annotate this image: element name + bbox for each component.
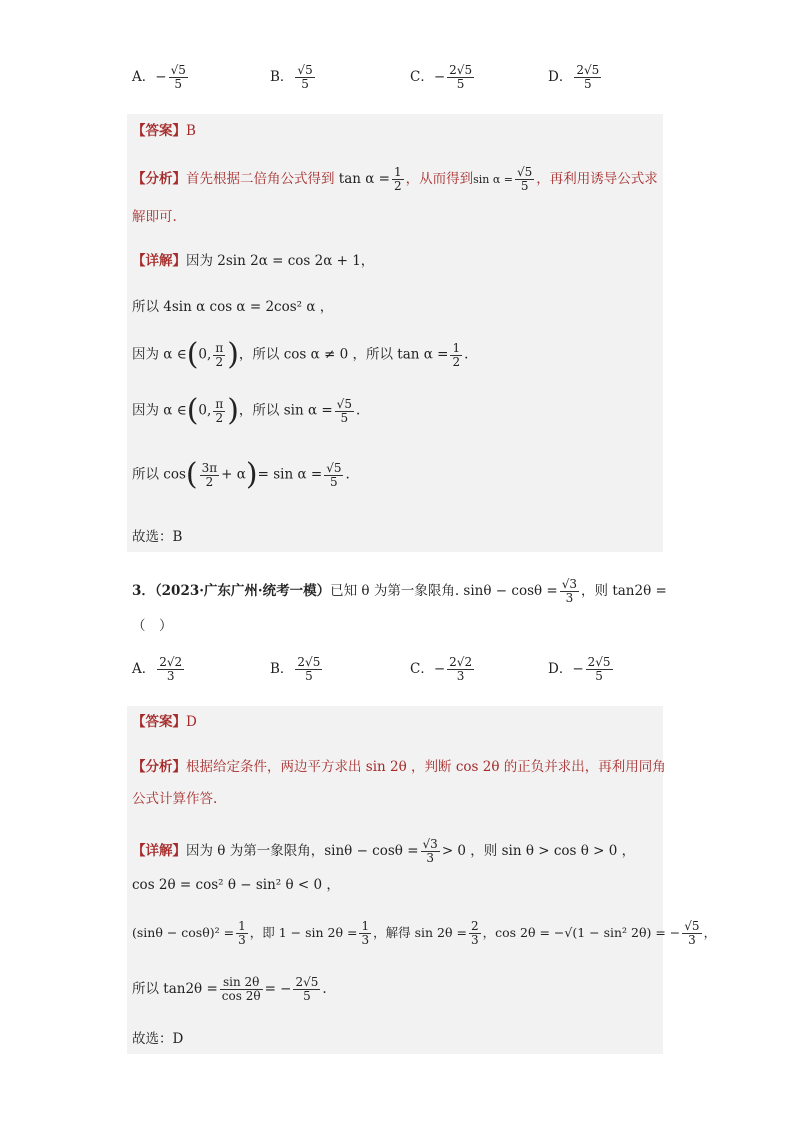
math-fraction	[469, 920, 481, 947]
q3-analysis	[132, 758, 666, 776]
fraction-num: 1	[393, 165, 402, 179]
detail-text: ，所以 sin α =	[238, 402, 333, 419]
fraction-num: 2√5	[297, 655, 321, 669]
fraction-num: √3	[422, 837, 438, 851]
math-fraction	[236, 920, 248, 947]
fraction-den: 3	[688, 933, 696, 947]
q3-option-b	[270, 656, 324, 683]
analysis-text: 根据给定条件，两边平方求出 sin 2θ ，判断 cos 2θ 的正负并求出，再利用同角	[186, 759, 666, 775]
fraction-den: 2	[215, 354, 224, 369]
q3-option-c	[410, 656, 476, 683]
math-fraction	[359, 920, 371, 947]
fraction-num: 2√2	[159, 655, 183, 669]
q2-option-d	[548, 64, 603, 91]
q2-analysis-cont: 解即可.	[132, 209, 177, 225]
option-sign: −	[155, 69, 167, 85]
fraction-num: √5	[170, 63, 186, 77]
q2-option-c	[410, 64, 476, 91]
fraction-num: √5	[326, 460, 342, 475]
detail-text: 因为 2sin 2α = cos 2α + 1，	[186, 253, 375, 269]
analysis-tag: 【分析】	[132, 759, 186, 775]
q3-detail-4: 所以 tan2θ = $\frac{\sin 2\theta}{\cos 2\theta}$ = − $\frac{2√5}{5}$ .	[132, 975, 327, 1003]
option-letter: B．	[270, 69, 294, 85]
q2-analysis	[132, 166, 658, 193]
option-fraction	[169, 64, 188, 91]
fraction-num: √5	[297, 63, 313, 77]
question-text: 已知 θ 为第一象限角. sinθ − cosθ =	[330, 583, 558, 599]
math-expr: 0,	[198, 402, 212, 419]
fraction-num: 1	[452, 340, 461, 355]
math-fraction	[515, 166, 534, 193]
fraction-num: √5	[684, 919, 700, 933]
fraction-den: 5	[330, 474, 338, 489]
math-expr: tan α =	[338, 171, 390, 187]
math-fraction	[450, 342, 462, 369]
fraction-num: √5	[336, 396, 352, 411]
close-paren: )	[227, 393, 239, 428]
math-fraction	[200, 462, 220, 489]
option-sign: −	[572, 661, 584, 677]
math-fraction	[335, 398, 354, 425]
fraction-num: 2√2	[449, 655, 473, 669]
analysis-text: ，再利用诱导公式求	[536, 171, 658, 187]
answer-tag: 【答案】	[132, 123, 186, 139]
fraction-den: 3	[470, 933, 479, 947]
q3-detail-3	[132, 920, 716, 947]
detail-text: ，所以 cos α ≠ 0 ，所以 tan α =	[238, 346, 449, 363]
fraction-num: 2√5	[587, 655, 611, 669]
q3-option-d	[548, 656, 615, 683]
fraction-den: 5	[303, 989, 311, 1003]
fraction-num: √3	[561, 577, 578, 591]
fraction-num: 3π	[201, 460, 218, 475]
q3-choose: 故选：D	[132, 1031, 184, 1047]
fraction-den: 5	[174, 77, 183, 91]
option-fraction	[295, 64, 314, 91]
option-fraction	[295, 656, 322, 683]
fraction-den: 2	[215, 410, 224, 425]
option-fraction	[157, 656, 184, 683]
detail-text: ，	[703, 925, 717, 940]
detail-text: 因为 α ∈	[132, 402, 187, 419]
fraction-den: 3	[426, 851, 434, 865]
math-expr: + α	[221, 466, 246, 483]
q3-blank: （ ）	[132, 618, 173, 634]
fraction-den: 5	[301, 77, 309, 91]
fraction-num: 1	[361, 919, 370, 933]
fraction-den: 2	[205, 474, 214, 489]
open-paren: (	[186, 337, 199, 372]
option-fraction	[447, 64, 474, 91]
q3-detail-1	[132, 838, 635, 865]
q2-option-a	[132, 64, 190, 91]
detail-text: = sin α =	[257, 466, 323, 483]
math-fraction	[682, 920, 701, 947]
option-letter: D．	[548, 69, 573, 85]
option-letter: C．	[410, 661, 434, 677]
math-fraction	[560, 578, 579, 605]
detail-text: 因为 θ 为第一象限角，sinθ − cosθ =	[186, 843, 419, 859]
fraction-den: 3	[565, 591, 574, 605]
fraction-num: π	[215, 396, 224, 411]
answer-tag: 【答案】	[132, 714, 186, 730]
detail-text: ，解得 sin 2θ =	[373, 925, 467, 940]
math-fraction	[421, 838, 440, 865]
q2-detail-5: 所以 cos( $\frac{3\pi}{2}$ + α)= sin α = $\frac{√5}{5}$ .	[132, 457, 350, 492]
option-letter: A．	[132, 661, 156, 677]
open-paren: (	[186, 393, 199, 428]
fraction-den: 5	[456, 77, 465, 91]
q2-detail-4: 因为 α ∈(0, $\frac{\pi}{2}$ )，所以 sin α = $\frac{√5}{5}$ .	[132, 393, 361, 428]
fraction-den: 3	[361, 933, 370, 947]
fraction-den: 2	[393, 179, 402, 193]
detail-tag: 【详解】	[132, 843, 186, 859]
close-paren: )	[227, 337, 239, 372]
analysis-text: ，从而得到	[405, 171, 474, 187]
detail-text: ，即 1 − sin 2θ =	[249, 925, 358, 940]
analysis-text: 首先根据二倍角公式得到	[186, 171, 335, 187]
fraction-den: 3	[456, 669, 465, 683]
q2-detail-3: 因为 α ∈(0, $\frac{\pi}{2}$ )，所以 cos α ≠ 0 ，所以 tan α = $\frac{1}{2}$ .	[132, 337, 469, 372]
option-letter: C．	[410, 69, 434, 85]
detail-text: 所以 cos	[132, 466, 186, 483]
fraction-num: π	[215, 340, 224, 355]
analysis-tag: 【分析】	[132, 171, 186, 187]
fraction-den: 5	[305, 669, 313, 683]
q3-option-a	[132, 656, 186, 683]
fraction-den: 5	[595, 669, 603, 683]
fraction-num: 2√5	[576, 63, 600, 77]
question-source: （2023·广东广州·统考一模）	[154, 583, 331, 599]
q3-stem	[132, 578, 667, 605]
q2-choose: 故选：B	[132, 529, 183, 545]
option-letter: A．	[132, 69, 156, 85]
option-sign: −	[433, 661, 446, 677]
q2-detail-2: 所以 4sin α cos α = 2cos² α ，	[132, 299, 334, 315]
option-letter: D．	[548, 661, 573, 677]
detail-text: 所以 tan2θ =	[132, 981, 218, 997]
option-fraction	[574, 64, 601, 91]
math-fraction	[324, 462, 343, 489]
answer-value: B	[186, 123, 196, 139]
detail-text: (sinθ − cosθ)² =	[132, 925, 235, 940]
q2-option-b	[270, 64, 317, 91]
fraction-num: √5	[517, 165, 533, 179]
detail-text: = −	[264, 981, 292, 997]
fraction-num: 2√5	[449, 63, 473, 77]
math-expr: sin α =	[473, 173, 514, 186]
detail-text: ，cos 2θ = −√(1 − sin² 2θ) = −	[482, 925, 681, 940]
option-sign: −	[433, 69, 446, 85]
detail-tag: 【详解】	[132, 253, 186, 269]
close-paren: )	[245, 457, 258, 492]
math-fraction	[392, 166, 404, 193]
open-paren: (	[185, 457, 198, 492]
detail-text: > 0 ，则 sin θ > cos θ > 0 ，	[441, 843, 636, 859]
q3-answer	[132, 713, 197, 731]
fraction-den: 3	[238, 933, 246, 947]
math-expr: 0,	[198, 346, 212, 363]
option-letter: B．	[270, 661, 294, 677]
option-fraction	[586, 656, 613, 683]
option-fraction	[447, 656, 474, 683]
q2-detail-1	[132, 252, 374, 270]
fraction-num: 2	[470, 919, 479, 933]
fraction-den: 5	[340, 410, 349, 425]
fraction-den: 5	[583, 77, 592, 91]
q2-answer	[132, 122, 196, 140]
question-number: 3．	[132, 583, 155, 599]
q3-analysis-cont: 公式计算作答.	[132, 791, 218, 807]
answer-value: D	[186, 714, 197, 730]
math-fraction	[213, 342, 225, 369]
fraction-den: 2	[452, 354, 461, 369]
math-fraction	[293, 976, 320, 1003]
fraction-den: 5	[520, 179, 529, 193]
question-text: ，则 tan2θ =	[581, 583, 667, 599]
math-fraction	[213, 398, 225, 425]
fraction-den: cos 2θ	[221, 989, 261, 1003]
fraction-den: 3	[166, 669, 175, 683]
fraction-num: 2√5	[295, 975, 319, 989]
fraction-num: 1	[238, 919, 246, 933]
fraction-num: sin 2θ	[220, 976, 263, 990]
math-fraction	[220, 976, 263, 1003]
q3-detail-2: cos 2θ = cos² θ − sin² θ < 0 ，	[132, 877, 340, 893]
detail-text: 因为 α ∈	[132, 346, 187, 363]
